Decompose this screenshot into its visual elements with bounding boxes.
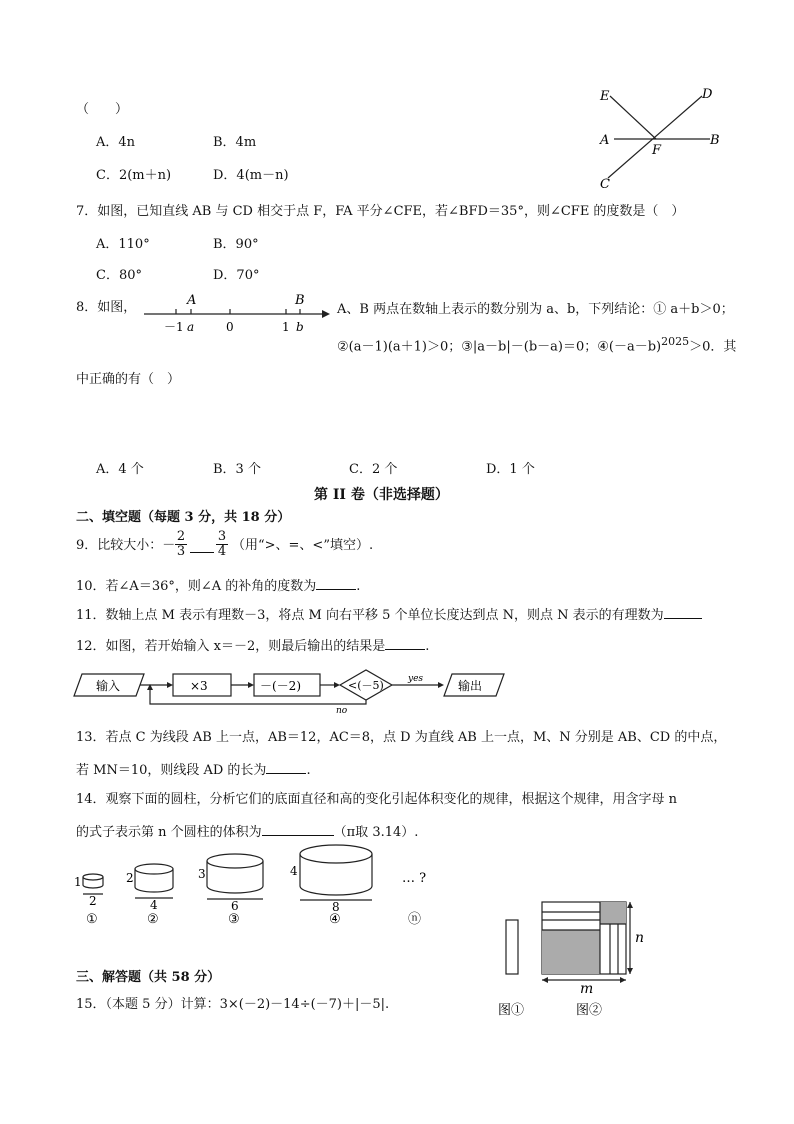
svg-text:4: 4 [150, 898, 158, 912]
q6-option-d: D．4(m－n) [213, 168, 289, 183]
q15-stem: 15．（本题 5 分）计算：3×(－2)－14÷(－7)＋|－5|. [76, 997, 390, 1012]
q7-option-c: C．80° [96, 268, 142, 283]
cylinders-figure [72, 842, 452, 932]
svg-text:4: 4 [290, 864, 298, 878]
svg-text:m: m [580, 981, 594, 997]
section-fill-in: 二、填空题（每题 3 分，共 18 分） [76, 510, 291, 525]
label-D: D [702, 87, 713, 102]
svg-text:1: 1 [74, 875, 82, 889]
tick-b: b [296, 320, 304, 334]
q13-blank[interactable] [266, 761, 306, 774]
svg-text:2: 2 [89, 894, 97, 908]
label-F: F [652, 143, 662, 158]
flow-times3: ×3 [190, 679, 208, 693]
q11-stem: 11．数轴上点 M 表示有理数－3，将点 M 向右平移 5 个单位长度达到点 N，则点 N 表示的有理数为 [76, 606, 702, 624]
label-B: B [710, 133, 720, 148]
rectangle-figures [496, 896, 656, 1026]
svg-text:… ?: … ? [402, 871, 427, 886]
q6-option-b: B．4m [213, 135, 257, 150]
intersecting-lines-figure [592, 82, 732, 192]
q8-line2: ②(a－1)(a＋1)＞0；③|a－b|－(b－a)＝0；$④(-a-b)^{2025}>0$．其 [337, 335, 737, 355]
q7-option-a: A．110° [96, 237, 150, 252]
point-A: A [187, 293, 197, 308]
q14-line1: 14．观察下面的圆柱，分析它们的底面直径和高的变化引起体积变化的规律，根据这个规律，用含字母 n [76, 792, 678, 807]
q9-blank[interactable] [190, 540, 214, 553]
q12-stem: 12．如图，若开始输入 x＝－2，则最后输出的结果是 . [76, 639, 430, 654]
label-A: A [600, 133, 610, 148]
q6-option-c: C．2(m＋n) [96, 168, 172, 183]
q7-option-b: B．90° [213, 237, 259, 252]
q9-frac1: 2 3 [176, 529, 186, 559]
label-C: C [600, 177, 610, 192]
svg-text:①: ① [86, 912, 98, 927]
flowchart-figure [72, 668, 512, 714]
q8-line3: 中正确的有（ ） [76, 372, 181, 387]
q13-line2: 若 MN＝10，则线段 AD 的长为 . [76, 763, 311, 778]
q6-paren: （ ） [76, 102, 129, 117]
number-line-figure [140, 290, 340, 340]
tick-1: 1 [282, 320, 290, 334]
flow-subtract: －(－2) [260, 679, 301, 693]
q8-option-c: C．2 个 [349, 462, 398, 477]
svg-text:2: 2 [126, 871, 134, 885]
svg-text:8: 8 [332, 900, 340, 914]
q8-option-b: B．3 个 [213, 462, 261, 477]
q14-blank[interactable] [262, 823, 334, 836]
tick-0: 0 [226, 320, 234, 334]
flow-no: no [336, 706, 348, 716]
q9-frac2: 3 4 [217, 529, 227, 559]
q10-stem: 10．若∠A＝36°，则∠A 的补角的度数为 . [76, 579, 361, 594]
q8-line1: A、B 两点在数轴上表示的数分别为 a、b，下列结论：① a＋b＞0； [337, 302, 734, 317]
q11-blank[interactable] [664, 606, 702, 619]
flow-output: 输出 [458, 679, 483, 693]
point-B: B [295, 293, 305, 308]
q8-prefix: 8．如图， [76, 300, 137, 315]
flow-compare: <(－5) [348, 679, 384, 692]
q6-option-a: A．4n [96, 135, 136, 150]
svg-text:④: ④ [329, 912, 341, 927]
svg-text:图②: 图② [576, 1003, 603, 1018]
tick-minus1: －1 [164, 320, 184, 334]
q9-suffix: （用“>、=、<”填空）. [232, 538, 374, 553]
q13-line1: 13．若点 C 为线段 AB 上一点，AB＝12，AC＝8，点 D 为直线 AB 上一点，M、N 分别是 AB、CD 的中点， [76, 730, 727, 745]
label-E: E [600, 89, 610, 104]
svg-text:n: n [635, 930, 645, 946]
q12-blank[interactable] [385, 637, 425, 650]
svg-text:ⓝ: ⓝ [408, 912, 422, 927]
flow-yes: yes [408, 674, 424, 684]
q14-line2: 的式子表示第 n 个圆柱的体积为 （π取 3.14）. [76, 825, 419, 840]
q7-option-d: D．70° [213, 268, 260, 283]
svg-text:图①: 图① [498, 1003, 525, 1018]
q10-blank[interactable] [316, 577, 356, 590]
flow-input: 输入 [96, 679, 121, 693]
svg-text:3: 3 [198, 867, 206, 881]
svg-text:②: ② [147, 912, 159, 927]
section-answer: 三、解答题（共 58 分） [76, 970, 221, 985]
part2-title: 第 II 卷（非选择题） [314, 487, 449, 503]
q8-option-a: A．4 个 [96, 462, 144, 477]
q7-stem: 7．如图，已知直线 AB 与 CD 相交于点 F，FA 平分∠CFE，若∠BFD＝35°，则∠CFE 的度数是（ ） [76, 204, 685, 219]
svg-text:③: ③ [228, 912, 240, 927]
q8-option-d: D．1 个 [486, 462, 535, 477]
svg-text:6: 6 [231, 899, 239, 913]
q9-prefix: 9．比较大小：－ [76, 538, 176, 553]
tick-a: a [187, 320, 195, 334]
